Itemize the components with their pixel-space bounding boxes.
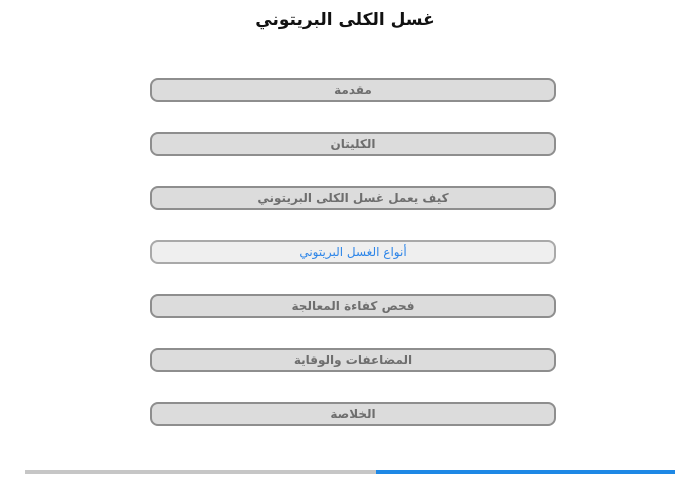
- progress-bar-fill: [376, 470, 675, 474]
- progress-bar: [25, 470, 675, 474]
- menu-button-kidneys[interactable]: الكليتان: [150, 132, 556, 156]
- menu-button-how-it-works[interactable]: كيف يعمل غسل الكلى البريتوني: [150, 186, 556, 210]
- menu-button-introduction[interactable]: مقدمة: [150, 78, 556, 102]
- menu-button-efficiency-check[interactable]: فحص كفاءة المعالجة: [150, 294, 556, 318]
- menu-button-dialysis-types[interactable]: أنواع الغسل البريتوني: [150, 240, 556, 264]
- menu-button-conclusion[interactable]: الخلاصة: [150, 402, 556, 426]
- page-title: غسل الكلى البريتوني: [255, 10, 435, 30]
- menu-button-complications[interactable]: المضاعفات والوقاية: [150, 348, 556, 372]
